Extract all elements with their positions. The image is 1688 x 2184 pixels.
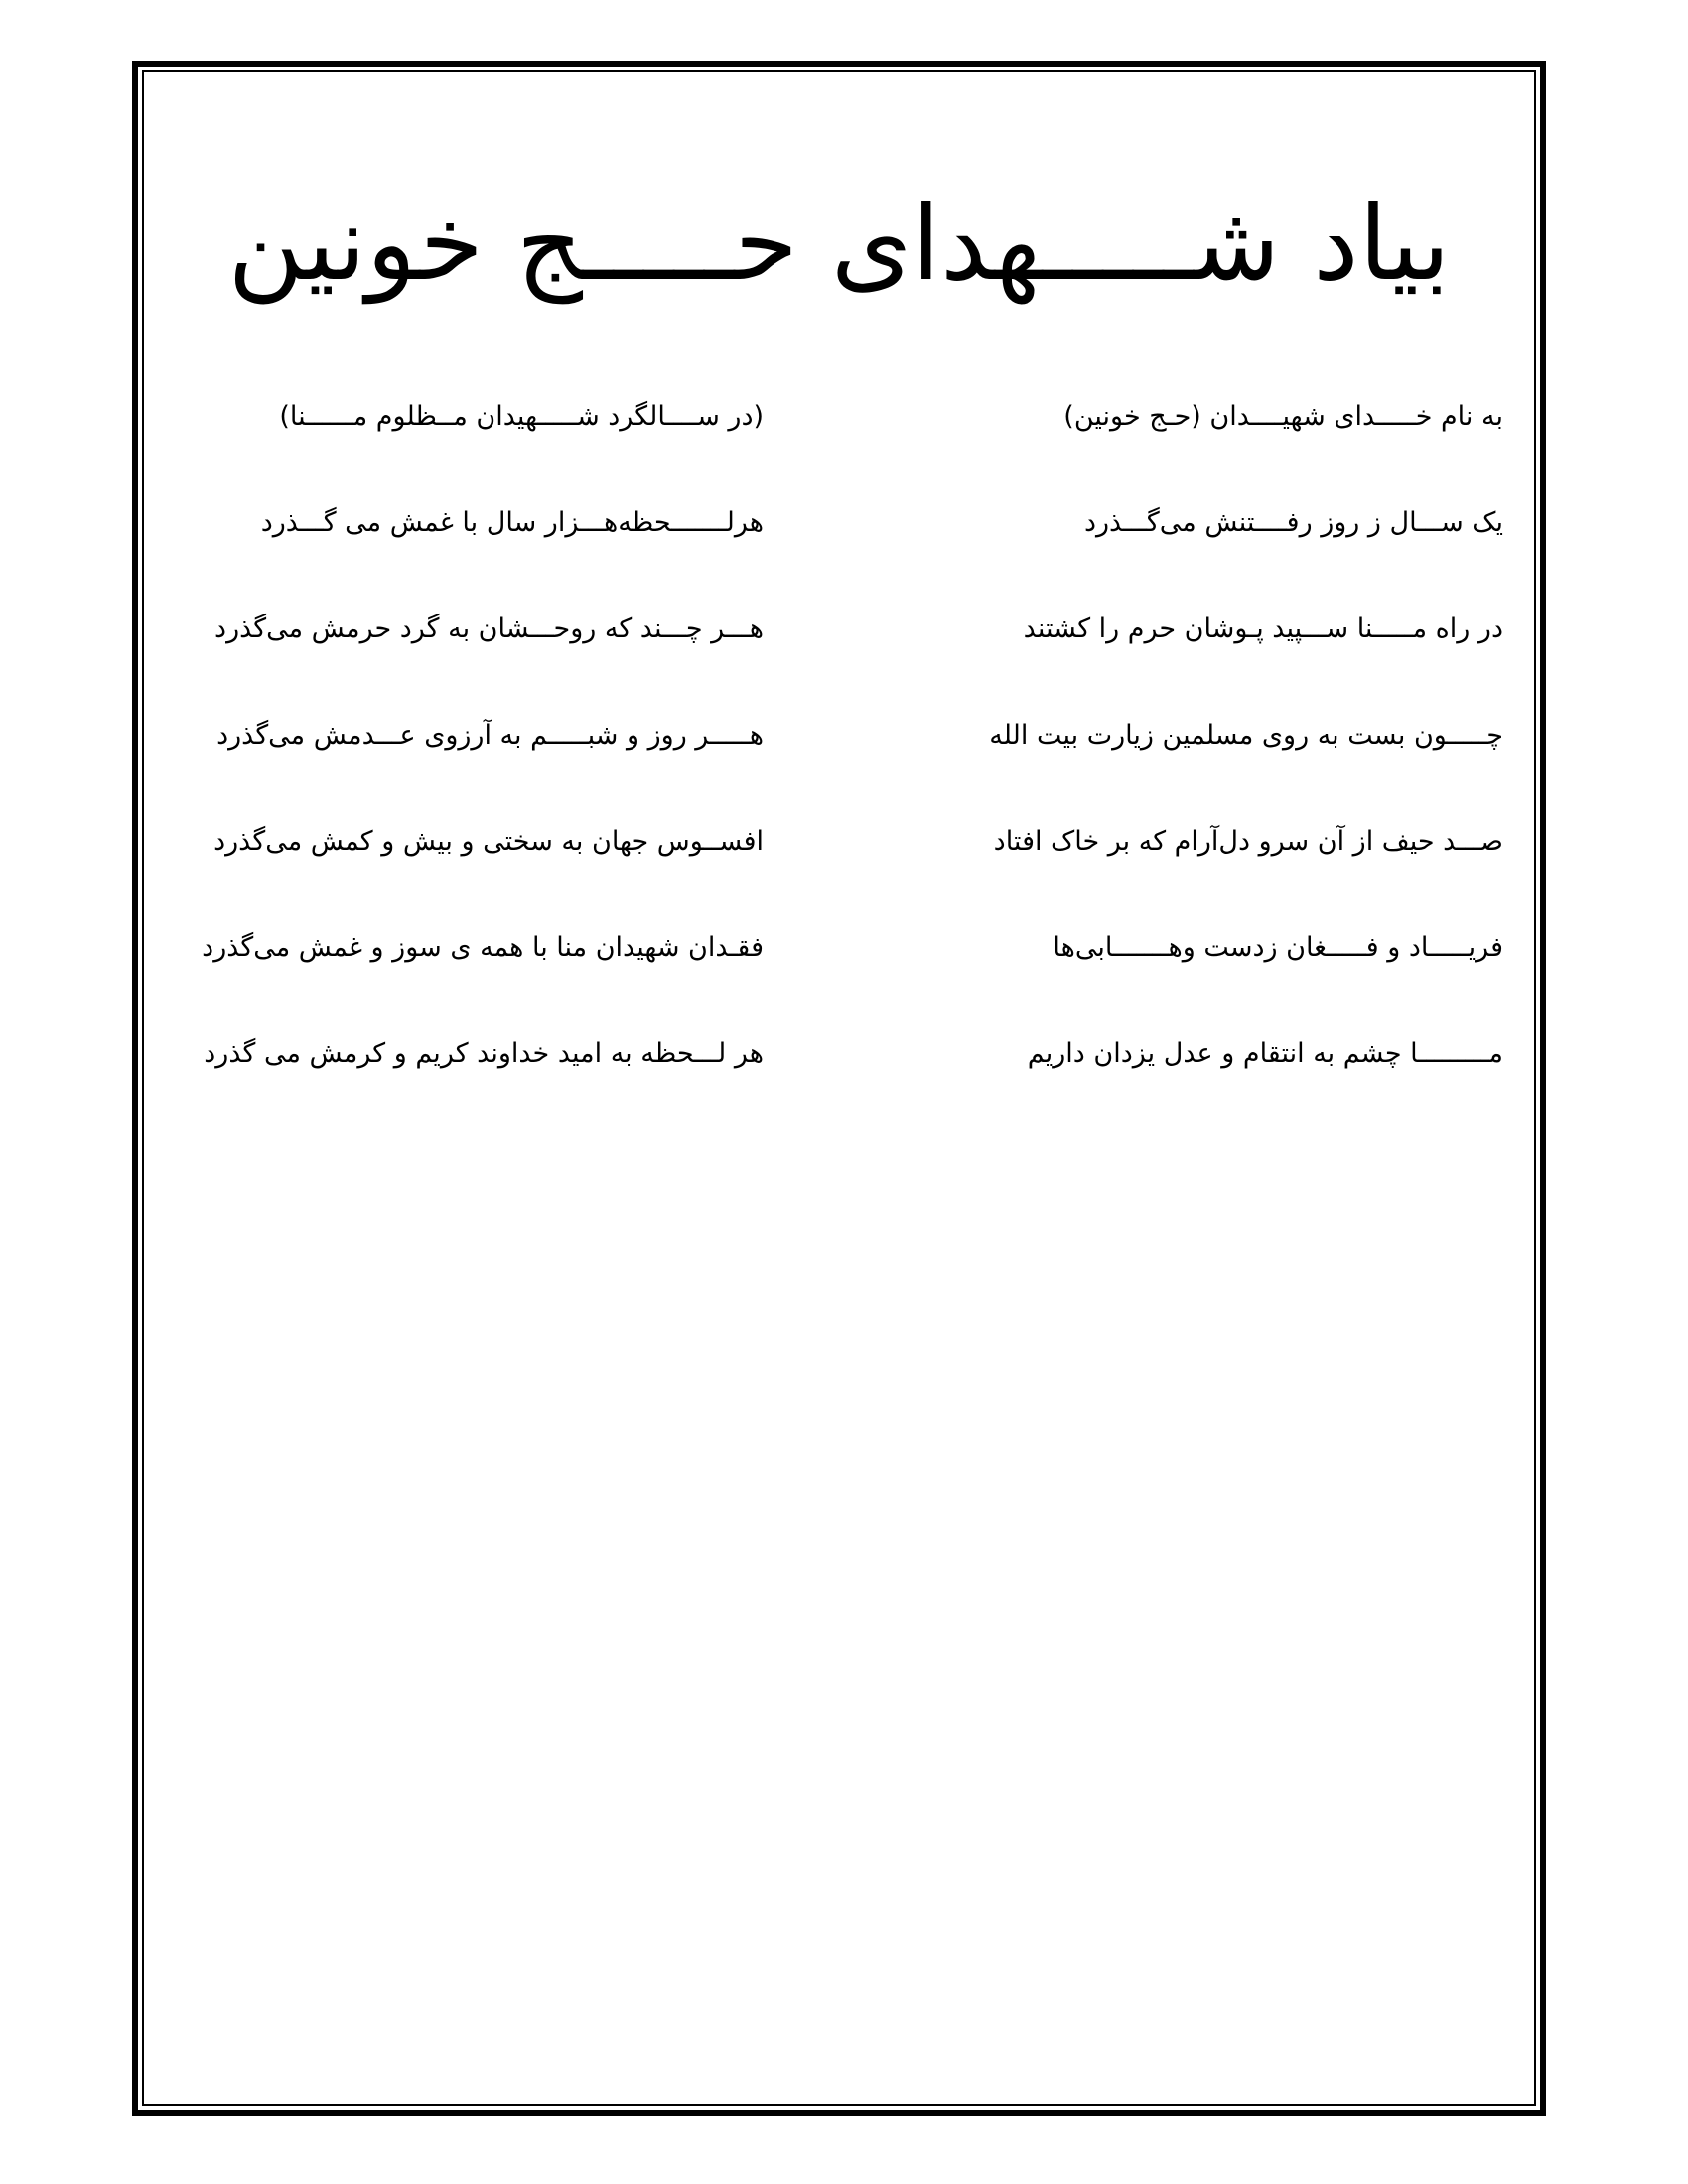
verse-right-3: در راه مـــــنا ســـپید پـوشان حرم را کشتند <box>1023 614 1503 644</box>
verse-left-7: هر لـــحظه به امید خداوند کریم و کرمش می گذرد <box>204 1038 764 1069</box>
verse-left-6: فقـدان شهیدان منا با همه ی سوز و غمش می‌گذرد <box>202 932 764 963</box>
verse-right-7: مـــــــــا چشم به انتقام و عدل یزدان داریم <box>1027 1038 1503 1069</box>
verse-right-5: صـــد حیف از آن سرو دل‌آرام که بر خاک افتاد <box>993 826 1503 857</box>
verse-left-5: افســوس جهان به سختی و بیش و کمش می‌گذرد <box>213 826 764 857</box>
verse-left-3: هـــر چـــند که روحـــشان به گرد حرمش می‌گذرد <box>214 614 764 644</box>
verse-left-2: هرلـــــــحظه‌هـــزار سال با غمش می گـــذرد <box>260 507 764 538</box>
verse-right-4: چـــــون بست به روی مسلمین زیارت بیت الله <box>989 720 1503 751</box>
verse-left-4: هـــــر روز و شبـــــم به آرزوی عـــدمش می‌گذرد <box>216 720 764 751</box>
poem-title: بیاد شـــــهدای حـــــج خونین <box>227 183 1451 304</box>
verse-right-1: به نام خـــــدای شهیــــدان (حـج خونین) <box>1063 401 1503 432</box>
verse-right-2: یک ســـال ز روز رفــــتنش می‌گـــذرد <box>1083 507 1503 538</box>
verse-left-1: (در ســــالگرد شـــــهیدان مــظلوم مــــــنا) <box>279 401 764 432</box>
page-border-inner <box>142 70 1536 2106</box>
verse-right-6: فریـــــاد و فـــــغان زدست وهـــــــابی‌ها <box>1053 932 1503 963</box>
